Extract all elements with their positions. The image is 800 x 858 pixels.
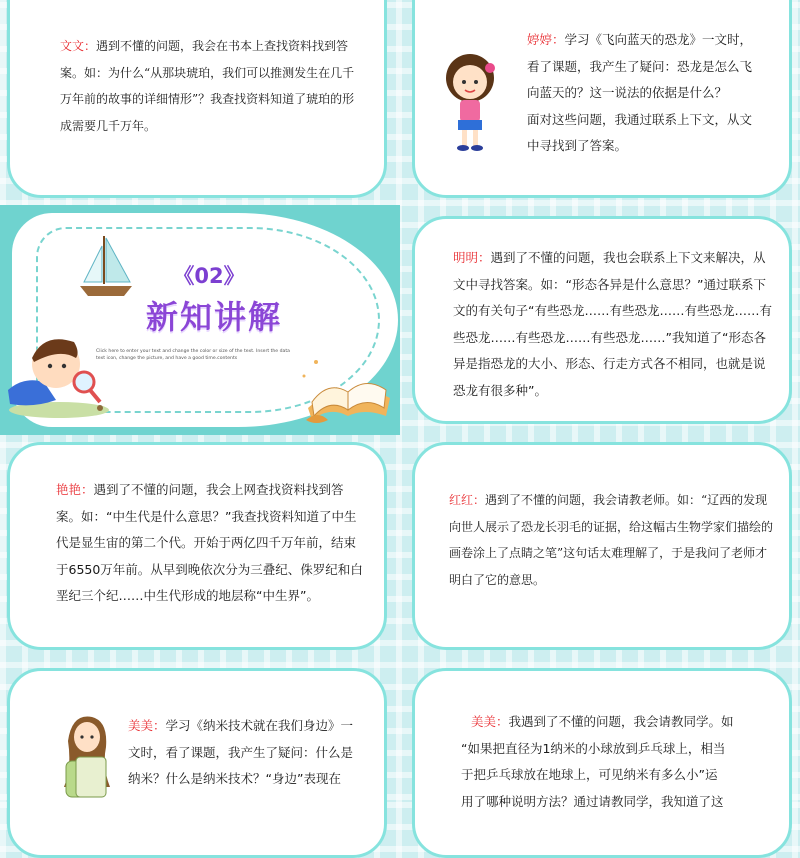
- speaker-label: 红红：: [449, 493, 486, 507]
- speaker-label: 文文：: [60, 39, 97, 53]
- section-number: 《02》: [173, 264, 245, 288]
- card-text: 艳艳：遇到了不懂的问题，我会上网查找资料找到答案。如：“中生代是什么意思？”我查找资料知道了中生代是显生宙的第二个代。开始于两亿四千万年前，结束于6550万年前。从早到晚依次分为三叠纪、侏罗纪和白垩纪三个纪……中生代形成的地层称“中生界”。: [56, 482, 363, 603]
- speaker-label: 美美：: [128, 718, 166, 733]
- card-meimei: [7, 668, 387, 858]
- card-text: 明明：遇到了不懂的问题，我也会联系上下文来解决，从文中寻找答案。如：“形态各异是什么意思？”通过联系下文的有关句子“有些恐龙……有些恐龙……有些恐龙……有些恐龙……有些恐龙……有些恐龙……”我知道了“形态各异是指恐龙的大小、形态、行走方式各不相同，也就是说恐龙有很多种”。: [453, 250, 772, 398]
- girl-illustration: [435, 48, 505, 158]
- card-text: 红红：遇到了不懂的问题，我会请教老师。如：“辽西的发现向世人展示了恐龙长羽毛的证据，给这幅古生物学家们描绘的画卷涂上了点睛之笔”这句话太难理解了，于是我问了老师才明白了它的意思。: [449, 493, 774, 587]
- speaker-label: 婷婷：: [527, 32, 565, 47]
- card-tingting: [412, 0, 792, 198]
- speaker-label: 艳艳：: [56, 482, 94, 497]
- card-text: 婷婷：学习《飞向蓝天的恐龙》一文时， 看了课题，我产生了疑问：恐龙是怎么飞 向蓝天的？这一说法的依据是什么？ 面对这些问题，我通过联系上下文，从文 中寻找到了答案。: [527, 32, 753, 153]
- card-meimei-2: [412, 668, 792, 858]
- speaker-label: 美美：: [471, 714, 509, 729]
- section-subtitle: Click here to enter your text and change the color or size of the text. Insert the data text icon, change the picture, and have a good time.contents: [96, 349, 290, 361]
- card-yanyan: [7, 442, 387, 650]
- card-text: 美美：学习《纳米技术就在我们身边》一 文时，看了课题，我产生了疑问：什么是 纳米？什么是纳米技术？“身边”表现在: [128, 718, 354, 786]
- card-mingming: [412, 216, 792, 424]
- card-text: 美美：我遇到了不懂的问题，我会请教同学。如 “如果把直径为1纳米的小球放到乒乓球上，相当 于把乒乓球放在地球上，可见纳米有多么小”运 用了哪种说明方法？通过请教同学，我知道了这: [461, 714, 734, 809]
- open-book-illustration: [298, 346, 396, 426]
- card-wenwen: [7, 0, 387, 198]
- sailboat-icon: [76, 232, 136, 300]
- section-title: 新知讲解: [145, 298, 282, 336]
- card-honghong: [412, 442, 792, 650]
- girl-with-bag-illustration: [50, 707, 120, 807]
- boy-with-magnifier-illustration: [4, 318, 116, 422]
- card-text: 文文：遇到不懂的问题，我会在书本上查找资料找到答案。如：为什么“从那块琥珀，我们可以推测发生在几千万年前的故事的详细情形”？我查找资料知道了琥珀的形成需要几千万年。: [60, 39, 355, 133]
- speaker-label: 明明：: [453, 250, 491, 265]
